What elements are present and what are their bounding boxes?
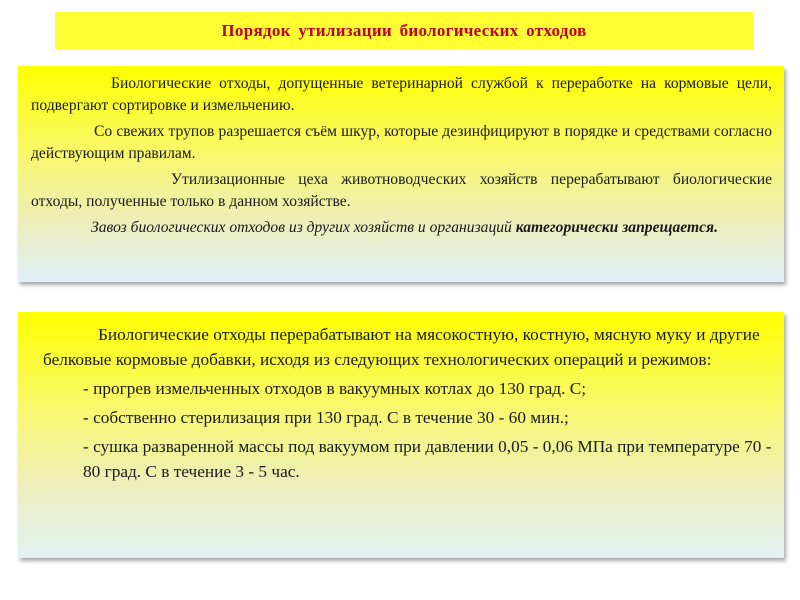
import-ban-text: Завоз биологических отходов из других хозяйств и организаций bbox=[91, 219, 516, 236]
processing-step: - сушка разваренной массы под вакуумом при давлении 0,05 - 0,06 МПа при температуре 70 - 80 град. С в течение 3 - 5 час. bbox=[83, 437, 772, 481]
processing-intro: Биологические отходы перерабатывают на мясокостную, костную, мясную муку и другие белковые кормовые добавки, исходя из следующих технологических операций и режимов: bbox=[43, 325, 760, 369]
rules-paragraph-4 bbox=[31, 217, 772, 239]
rules-box bbox=[18, 66, 784, 282]
rules-paragraph-2: Со свежих трупов разрешается съём шкур, которые дезинфицируют в порядке и средствами согласно действующим правилам. bbox=[31, 123, 772, 162]
processing-step: - прогрев измельченных отходов в вакуумных котлах до 130 град. С; bbox=[83, 379, 587, 398]
rules-paragraph-1: Биологические отходы, допущенные ветеринарной службой к переработке на кормовые цели, подвергают сортировке и измельчению. bbox=[31, 75, 772, 114]
rules-paragraph-3: Утилизационные цеха животноводческих хозяйств перерабатывают биологические отходы, полученные только в данном хозяйстве. bbox=[31, 171, 772, 210]
page-title: Порядок утилизации биологических отходов bbox=[221, 20, 587, 40]
processing-step: - собственно стерилизация при 130 град. С в течение 30 - 60 мин.; bbox=[83, 408, 569, 427]
import-ban-emphasis: категорически запрещается. bbox=[515, 219, 718, 236]
processing-box bbox=[18, 312, 784, 558]
title-banner bbox=[55, 12, 753, 49]
